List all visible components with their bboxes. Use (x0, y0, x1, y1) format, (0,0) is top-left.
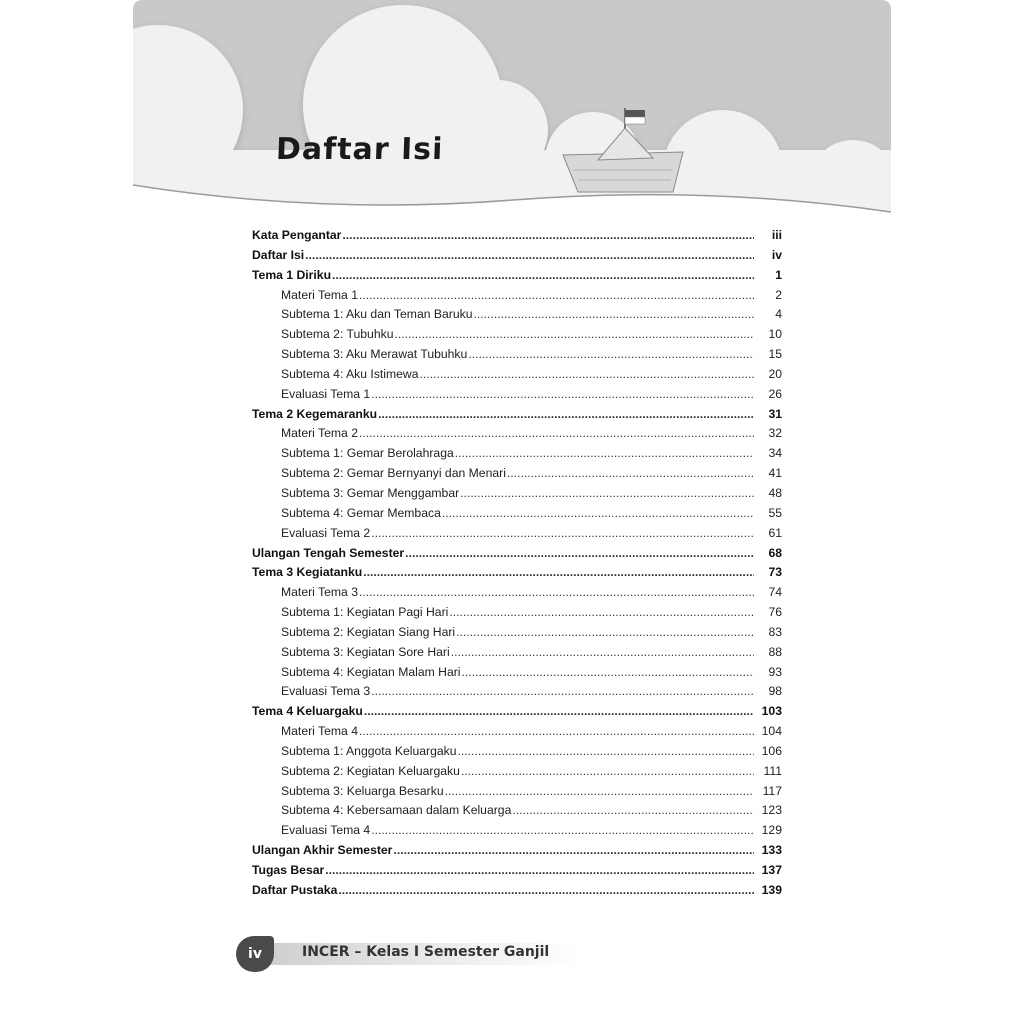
toc-entry-page: 106 (761, 743, 782, 758)
toc-entry-page: 74 (768, 585, 782, 600)
dot-leader (371, 821, 754, 841)
toc-entry-label: Subtema 1: Kegiatan Pagi Hari (281, 605, 449, 620)
toc-entry-page: 117 (762, 783, 782, 798)
toc-entry-sub[interactable] (252, 663, 782, 683)
toc-entry-page: 137 (761, 863, 782, 877)
toc-entry-label: Subtema 3: Kegiatan Sore Hari (281, 644, 450, 659)
page-number-badge: iv (236, 936, 274, 972)
toc-entry-sub[interactable] (252, 643, 782, 663)
toc-entry-label: Subtema 2: Kegiatan Siang Hari (281, 624, 456, 639)
toc-entry-main[interactable] (252, 861, 782, 881)
toc-entry-sub[interactable] (252, 801, 782, 821)
toc-entry-sub[interactable] (252, 484, 782, 504)
toc-entry-page: 83 (768, 624, 782, 639)
dot-leader (364, 702, 754, 722)
toc-entry-page: 32 (768, 426, 782, 441)
toc-entry-sub[interactable] (252, 345, 782, 365)
toc-entry-page: 34 (768, 446, 782, 461)
dot-leader (405, 544, 754, 564)
toc-entry-label: Tema 4 Keluargaku (252, 704, 363, 719)
toc-entry-label: Subtema 3: Aku Merawat Tubuhku (281, 347, 468, 362)
toc-entry-page: 103 (761, 704, 782, 719)
toc-entry-label: Evaluasi Tema 4 (281, 823, 371, 838)
toc-entry-sub[interactable] (252, 821, 782, 841)
toc-entry-page: 111 (763, 763, 782, 778)
toc-entry-sub[interactable] (252, 385, 782, 405)
toc-entry-page: 104 (761, 724, 782, 739)
toc-entry-label: Subtema 4: Gemar Membaca (281, 505, 441, 520)
toc-entry-main[interactable] (252, 702, 782, 722)
toc-entry-sub[interactable] (252, 464, 782, 484)
toc-entry-page: 61 (768, 525, 782, 540)
dot-leader (371, 385, 754, 405)
dot-leader (456, 623, 754, 643)
toc-entry-page: 2 (775, 287, 782, 302)
toc-entry-sub[interactable] (252, 365, 782, 385)
toc-entry-page: 20 (768, 366, 782, 381)
dot-leader (445, 782, 754, 802)
dot-leader (305, 246, 754, 266)
toc-entry-label: Subtema 4: Kebersamaan dalam Keluarga (281, 803, 512, 818)
toc-entry-label: Materi Tema 2 (281, 426, 358, 441)
toc-entry-label: Evaluasi Tema 3 (281, 684, 371, 699)
toc-entry-label: Evaluasi Tema 1 (281, 386, 371, 401)
toc-entry-sub[interactable] (252, 444, 782, 464)
toc-entry-page: iv (771, 247, 782, 262)
dot-leader (451, 643, 754, 663)
toc-entry-sub[interactable] (252, 524, 782, 544)
toc-entry-main[interactable] (252, 881, 782, 901)
toc-entry-sub[interactable] (252, 742, 782, 762)
toc-entry-page: 48 (768, 485, 782, 500)
dot-leader (462, 663, 754, 683)
toc-entry-main[interactable] (252, 266, 782, 286)
toc-entry-sub[interactable] (252, 603, 782, 623)
toc-entry-main[interactable] (252, 544, 782, 564)
toc-entry-sub[interactable] (252, 583, 782, 603)
toc-entry-label: Daftar Isi (252, 247, 305, 262)
toc-entry-sub[interactable] (252, 286, 782, 306)
toc-entry-label: Kata Pengantar (252, 228, 342, 242)
dot-leader (378, 405, 754, 425)
toc-entry-label: Subtema 2: Gemar Bernyanyi dan Menari (281, 466, 506, 481)
toc-entry-page: 31 (768, 406, 782, 421)
dot-leader (325, 861, 754, 881)
toc-entry-sub[interactable] (252, 682, 782, 702)
dot-leader (507, 464, 754, 484)
toc-entry-page: 93 (768, 664, 782, 679)
cloud-banner-illustration (133, 0, 891, 230)
toc-entry-label: Tema 1 Diriku (252, 267, 332, 282)
toc-entry-label: Subtema 3: Keluarga Besarku (281, 783, 444, 798)
dot-leader (342, 226, 754, 246)
toc-entry-label: Materi Tema 1 (281, 287, 358, 302)
toc-entry-label: Subtema 4: Aku Istimewa (281, 366, 419, 381)
toc-entry-sub[interactable] (252, 782, 782, 802)
toc-entry-label: Evaluasi Tema 2 (281, 525, 371, 540)
dot-leader (512, 801, 754, 821)
toc-entry-page: 4 (775, 307, 782, 322)
toc-entry-sub[interactable] (252, 504, 782, 524)
toc-entry-main[interactable] (252, 841, 782, 861)
toc-entry-label: Subtema 1: Gemar Berolahraga (281, 446, 454, 461)
dot-leader (455, 444, 754, 464)
toc-entry-label: Subtema 2: Tubuhku (281, 327, 394, 342)
toc-entry-label: Ulangan Akhir Semester (252, 843, 393, 858)
toc-entry-page: 123 (761, 803, 782, 818)
toc-entry-page: 129 (761, 823, 782, 838)
toc-entry-label: Subtema 3: Gemar Menggambar (281, 485, 460, 500)
book-title: INCER – Kelas I Semester Ganjil (302, 944, 550, 960)
dot-leader (359, 286, 754, 306)
toc-entry-page: iii (771, 228, 782, 242)
toc-entry-sub[interactable] (252, 722, 782, 742)
toc-entry-main[interactable] (252, 226, 782, 246)
toc-entry-label: Subtema 1: Aku dan Teman Baruku (281, 307, 473, 322)
toc-entry-label: Subtema 1: Anggota Keluargaku (281, 743, 457, 758)
toc-entry-sub[interactable] (252, 325, 782, 345)
dot-leader (468, 345, 754, 365)
toc-entry-label: Materi Tema 4 (281, 724, 358, 739)
toc-entry-label: Tugas Besar (252, 863, 325, 877)
toc-entry-page: 1 (775, 267, 782, 282)
dot-leader (359, 424, 754, 444)
toc-entry-label: Ulangan Tengah Semester (252, 545, 405, 560)
toc-entry-page: 26 (768, 386, 782, 401)
dot-leader (461, 762, 754, 782)
toc-entry-sub[interactable] (252, 424, 782, 444)
toc-entry-page: 41 (768, 466, 782, 481)
toc-entry-page: 139 (761, 882, 782, 897)
table-of-contents (252, 226, 782, 901)
dot-leader (371, 682, 754, 702)
dot-leader (359, 722, 754, 742)
dot-leader (460, 484, 754, 504)
toc-entry-page: 133 (761, 843, 782, 858)
toc-entry-main[interactable] (252, 563, 782, 583)
toc-entry-sub[interactable] (252, 762, 782, 782)
toc-entry-page: 73 (768, 565, 782, 580)
toc-entry-main[interactable] (252, 405, 782, 425)
toc-entry-page: 10 (768, 327, 782, 342)
toc-entry-page: 15 (768, 347, 782, 362)
toc-entry-label: Subtema 4: Kegiatan Malam Hari (281, 664, 461, 679)
dot-leader (371, 524, 754, 544)
dot-leader (363, 563, 754, 583)
dot-leader (393, 841, 754, 861)
toc-entry-page: 55 (768, 505, 782, 520)
toc-entry-page: 68 (768, 545, 782, 560)
toc-entry-main[interactable] (252, 246, 782, 266)
dot-leader (449, 603, 754, 623)
dot-leader (338, 881, 754, 901)
toc-entry-label: Tema 2 Kegemaranku (252, 406, 378, 421)
toc-entry-label: Daftar Pustaka (252, 882, 338, 897)
toc-entry-label: Materi Tema 3 (281, 585, 358, 600)
toc-entry-label: Subtema 2: Kegiatan Keluargaku (281, 763, 460, 778)
toc-entry-page: 88 (768, 644, 782, 659)
dot-leader (332, 266, 754, 286)
dot-leader (420, 365, 754, 385)
page-title: Daftar Isi (275, 132, 444, 167)
toc-entry-page: 76 (768, 605, 782, 620)
dot-leader (458, 742, 755, 762)
toc-entry-sub[interactable] (252, 623, 782, 643)
toc-entry-label: Tema 3 Kegiatanku (252, 565, 363, 580)
dot-leader (394, 325, 754, 345)
dot-leader (359, 583, 754, 603)
toc-entry-page: 98 (768, 684, 782, 699)
toc-entry-sub[interactable] (252, 305, 782, 325)
dot-leader (442, 504, 754, 524)
dot-leader (474, 305, 754, 325)
